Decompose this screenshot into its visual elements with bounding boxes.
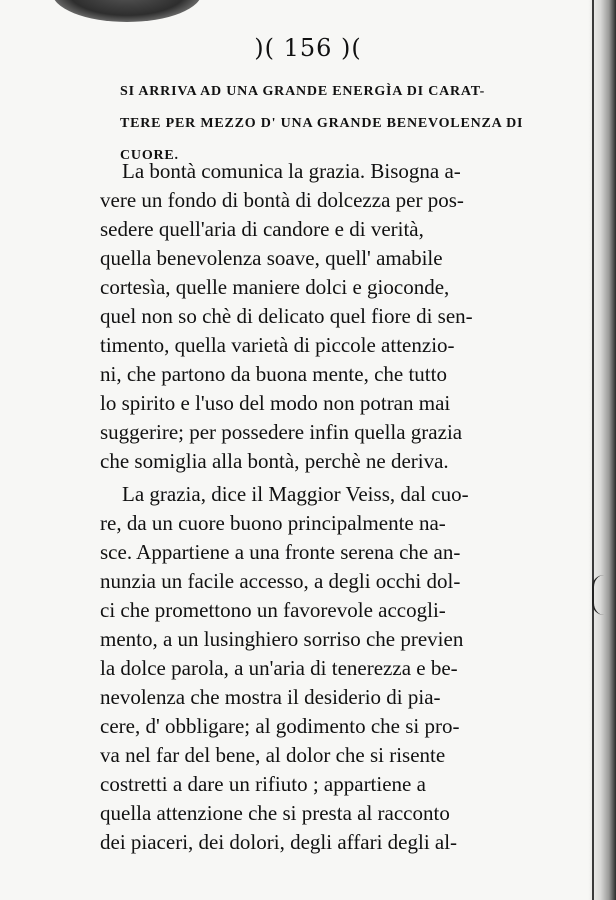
text-line: dei piaceri, dei dolori, degli affari degli al- [100,830,458,854]
heading-line: TERE PER MEZZO D' UNA GRANDE BENEVOLENZA DI [120,116,524,131]
text-line: vere un fondo di bontà di dolcezza per pos- [100,188,464,212]
text-line: costretti a dare un rifiuto ; appartiene a [100,772,426,796]
text-line: lo spirito e l'uso del modo non potran mai [100,391,451,415]
text-line: La grazia, dice il Maggior Veiss, dal cuo- [122,482,469,506]
heading-line: CUORE. [120,148,179,163]
text-line: va nel far del bene, al dolor che si risente [100,743,446,767]
page-number: )( 156 )( [254,34,362,62]
text-line: timento, quella varietà di piccole attenzio- [100,333,455,357]
text-line: re, da un cuore buono principalmente na- [100,511,446,535]
binding-shadow [52,0,202,22]
text-line: che somiglia alla bontà, perchè ne deriva. [100,449,449,473]
text-line: mento, a un lusinghiero sorriso che previen [100,627,464,651]
paragraph-2 [100,480,532,857]
text-line: quella benevolenza soave, quell' amabile [100,246,443,270]
body-text [100,157,532,857]
text-line: ni, che partono da buona mente, che tutto [100,362,447,386]
text-line: suggerire; per possedere infin quella grazia [100,420,463,444]
text-line: quella attenzione che si presta al racconto [100,801,450,825]
text-line: ci che promettono un favorevole accogli- [100,598,446,622]
text-line: sedere quell'aria di candore e di verità, [100,217,424,241]
text-line: cortesìa, quelle maniere dolci e gioconde, [100,275,450,299]
text-line: nunzia un facile accesso, a degli occhi dol- [100,569,461,593]
text-line: La bontà comunica la grazia. Bisogna a- [122,159,461,183]
page-edge [592,0,594,900]
text-line: sce. Appartiene a una fronte serena che an- [100,540,461,564]
text-line: cere, d' obbligare; al godimento che si pro- [100,714,460,738]
margin-bracket-mark [592,575,608,615]
paragraph-1 [100,157,532,476]
text-line: nevolenza che mostra il desiderio di pia- [100,685,441,709]
text-line: la dolce parola, a un'aria di tenerezza e be- [100,656,458,680]
heading-line: SI ARRIVA AD UNA GRANDE ENERGÌA DI CARAT- [120,84,486,99]
text-line: quel non so chè di delicato quel fiore di sen- [100,304,473,328]
